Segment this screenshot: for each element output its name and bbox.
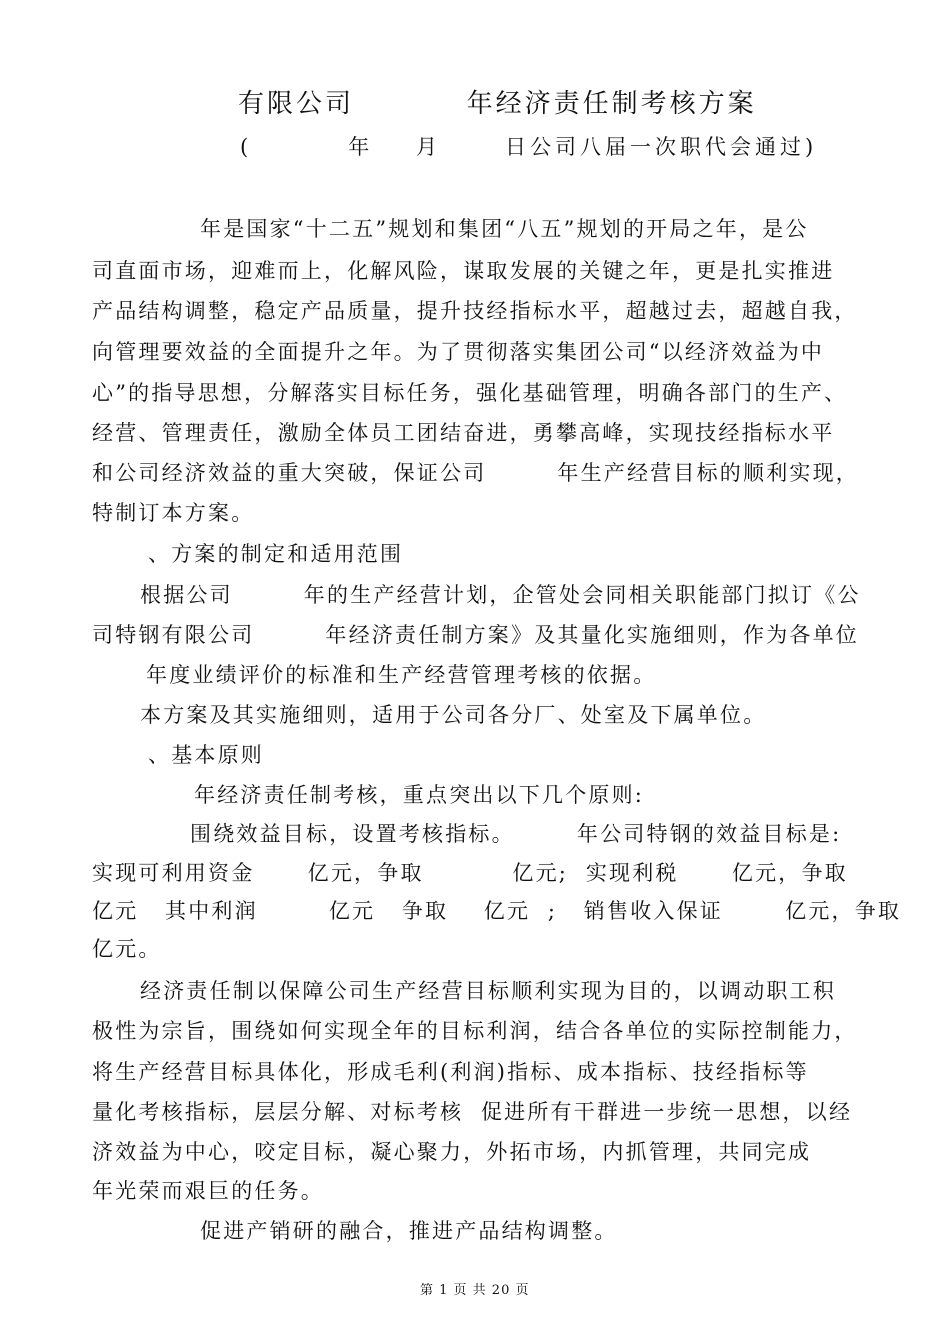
- section-line: 年度业绩评价的标准和生产经营管理考核的依据。: [146, 663, 657, 687]
- paragraph-line: 促进产销研的融合，推进产品结构调整。: [200, 1219, 618, 1243]
- paragraph-line: 将生产经营目标具体化，形成毛利(利润)指标、成本指标、技经指标等: [92, 1060, 809, 1084]
- section-heading: 、方案的制定和适用范围: [148, 542, 404, 566]
- section-line: 亿元 其中利润 亿元 争取 亿元 ; 销售收入保证 亿元，争取: [92, 899, 902, 923]
- document-subtitle: ( 年 月 日公司八届一次职代会通过): [240, 135, 818, 159]
- section-heading: 、基本原则: [148, 743, 264, 767]
- document-title: 有限公司 年经济责任制考核方案: [238, 89, 757, 119]
- intro-line: 向管理要效益的全面提升之年。为了贯彻落实集团公司“以经济效益为中: [92, 340, 825, 364]
- intro-line: 经营、管理责任，激励全体员工团结奋进，勇攀高峰，实现技经指标水平: [92, 421, 835, 445]
- paragraph-line: 经济责任制以保障公司生产经营目标顺利实现为目的，以调动职工积: [140, 979, 836, 1003]
- section-line: 实现可利用资金 亿元，争取 亿元; 实现利税 亿元，争取: [92, 861, 848, 885]
- intro-line: 和公司经济效益的重大突破，保证公司 年生产经营目标的顺利实现，: [92, 461, 859, 485]
- intro-line: 年是国家“十二五”规划和集团“八五”规划的开局之年，是公: [200, 217, 809, 241]
- section-line: 围绕效益目标，设置考核指标。 年公司特钢的效益目标是:: [190, 822, 842, 846]
- section-line: 司特钢有限公司 年经济责任制方案》及其量化实施细则，作为各单位: [92, 623, 859, 647]
- section-line: 根据公司 年的生产经营计划，企管处会同相关职能部门拟订《公: [140, 583, 861, 607]
- section-line: 年经济责任制考核，重点突出以下几个原则:: [194, 783, 645, 807]
- intro-line: 司直面市场，迎难而上，化解风险，谋取发展的关键之年，更是扎实推进: [92, 259, 835, 283]
- intro-line: 产品结构调整，稳定产品质量，提升技经指标水平，超越过去，超越自我，: [92, 299, 858, 323]
- paragraph-line: 年光荣而艰巨的任务。: [92, 1179, 324, 1203]
- paragraph-line: 极性为宗旨，围绕如何实现全年的目标利润，结合各单位的实际控制能力，: [92, 1019, 858, 1043]
- intro-line: 心”的指导思想，分解落实目标任务，强化基础管理，明确各部门的生产、: [92, 381, 848, 405]
- section-line: 亿元。: [92, 937, 162, 961]
- section-line: 本方案及其实施细则，适用于公司各分厂、处室及下属单位。: [140, 703, 767, 727]
- intro-line: 特制订本方案。: [92, 501, 255, 525]
- paragraph-line: 量化考核指标，层层分解、对标考核 促进所有干群进一步统一思想，以经: [92, 1100, 853, 1124]
- paragraph-line: 济效益为中心，咬定目标，凝心聚力，外拓市场，内抓管理，共同完成: [92, 1140, 812, 1164]
- page-footer: 第 1 页 共 20 页: [420, 1283, 530, 1298]
